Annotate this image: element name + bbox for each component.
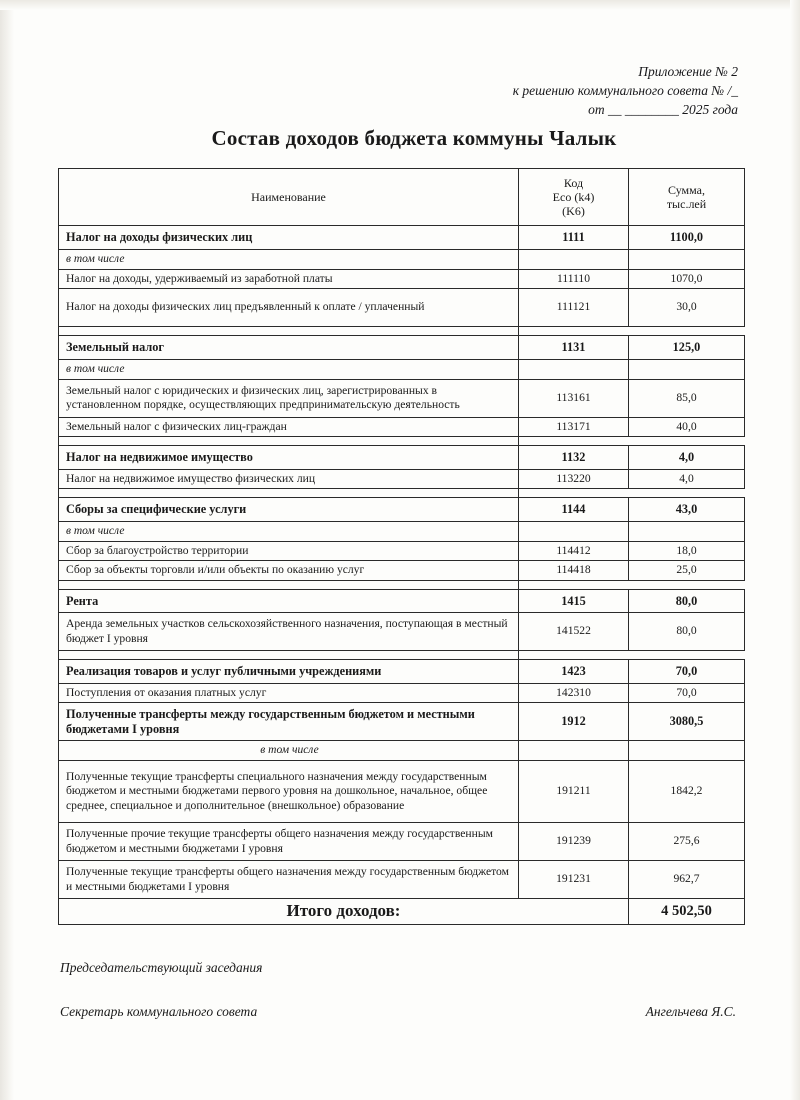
spacer-cell [519,327,629,336]
row-name: Налог на доходы, удерживаемый из заработной платы [59,269,519,289]
row-sum: 70,0 [629,660,745,684]
row-sum: 1070,0 [629,269,745,289]
row-code: 1415 [519,589,629,613]
row-name: Сбор за благоустройство территории [59,541,519,561]
table-row [59,561,745,581]
row-name: Полученные прочие текущие трансферты общего назначения между государственным бюджетом и местными бюджетами I уровня [59,823,519,861]
row-code: 111110 [519,269,629,289]
row-sum: 43,0 [629,498,745,522]
row-name: Земельный налог [59,336,519,360]
row-name: Реализация товаров и услуг публичными учреждениями [59,660,519,684]
spacer-cell [629,327,745,336]
row-sum: 275,6 [629,823,745,861]
table-row [59,521,745,541]
row-sum: 1842,2 [629,761,745,823]
row-sum: 30,0 [629,289,745,327]
spacer-cell [519,437,629,446]
code-head-line2: Eco (k4) [552,190,595,204]
table-row [59,446,745,470]
row-code: 111121 [519,289,629,327]
row-code: 191211 [519,761,629,823]
table-row [59,359,745,379]
row-name: Земельный налог с юридических и физических лиц, зарегистрированных в установленном порядке, осуществляющих предпринимательскую деятельность [59,379,519,417]
table-row [59,417,745,437]
signature-chair-label: Председательствующий заседания [60,960,263,975]
row-code: 1144 [519,498,629,522]
table-row [59,269,745,289]
appendix-decision: к решению коммунального совета № /_ [512,83,738,98]
table-spacer [59,580,745,589]
row-name: Земельный налог с физических лиц-граждан [59,417,519,437]
table-row [59,469,745,489]
row-sum: 125,0 [629,336,745,360]
row-sum: 80,0 [629,613,745,651]
row-name: Сборы за специфические услуги [59,498,519,522]
spacer-cell [59,327,519,336]
row-name: Полученные текущие трансферты общего назначения между государственным бюджетом и местными бюджетами I уровня [59,861,519,899]
row-name: Налог на недвижимое имущество [59,446,519,470]
row-sum [629,521,745,541]
table-row [59,683,745,703]
spacer-cell [59,489,519,498]
row-name: Сбор за объекты торговли и/или объекты по оказанию услуг [59,561,519,581]
table-row [59,761,745,823]
table-row [59,741,745,761]
row-code: 1111 [519,226,629,250]
row-code: 113220 [519,469,629,489]
row-name: Аренда земельных участков сельскохозяйственного назначения, поступающая в местный бюджет I уровня [59,613,519,651]
table-row [59,498,745,522]
page-title: Состав доходов бюджета коммуны Чалык [211,126,617,150]
row-code: 191239 [519,823,629,861]
table-body [59,226,745,925]
row-code [519,249,629,269]
row-sum [629,249,745,269]
scan-edge-top [0,0,800,10]
row-name: в том числе [59,359,519,379]
row-name: в том числе [59,521,519,541]
table-row [59,379,745,417]
table-row [59,660,745,684]
spacer-cell [59,580,519,589]
row-sum: 70,0 [629,683,745,703]
total-label: Итого доходов: [59,899,629,925]
appendix-number: Приложение № 2 [638,64,738,79]
spacer-cell [59,437,519,446]
row-sum: 4,0 [629,446,745,470]
table-row [59,226,745,250]
table-row [59,336,745,360]
table-row [59,861,745,899]
row-name: Полученные трансферты между государственным бюджетом и местными бюджетами I уровня [59,703,519,741]
row-name: в том числе [59,249,519,269]
spacer-cell [59,651,519,660]
code-head-line3: (K6) [562,204,585,218]
row-name: Налог на доходы физических лиц предъявленный к оплате / уплаченный [59,289,519,327]
signature-block [60,960,750,1048]
row-sum: 25,0 [629,561,745,581]
column-header-code [519,169,629,226]
spacer-cell [519,489,629,498]
row-code: 1423 [519,660,629,684]
row-sum: 4,0 [629,469,745,489]
spacer-cell [629,580,745,589]
signature-secretary-label: Секретарь коммунального совета [60,1004,258,1019]
spacer-cell [519,651,629,660]
spacer-cell [629,651,745,660]
signature-secretary-name: Ангельчева Я.С. [645,1004,736,1019]
total-sum: 4 502,50 [629,899,745,925]
spacer-cell [629,437,745,446]
row-name: Налог на недвижимое имущество физических лиц [59,469,519,489]
row-code [519,359,629,379]
spacer-cell [519,580,629,589]
sum-head-line1: Сумма, [668,182,705,197]
appendix-date: от __ ________ 2025 года [588,102,738,117]
table-spacer [59,489,745,498]
table-row [59,289,745,327]
table-header [59,169,745,226]
row-code: 113171 [519,417,629,437]
appendix-header [513,62,738,119]
spacer-cell [629,489,745,498]
row-code: 114418 [519,561,629,581]
signature-chair-row [60,960,750,1004]
signature-secretary-row [60,1004,750,1048]
row-name: Рента [59,589,519,613]
column-header-name: Наименование [59,169,519,226]
table-row [59,589,745,613]
budget-revenue-table [58,168,745,925]
column-header-sum [629,169,745,226]
table-spacer [59,651,745,660]
row-name: Полученные текущие трансферты специального назначения между государственным бюджетом и местными бюджетами первого уровня на дошкольное, начальное, общее среднее, специальное и дополнительное (внешкольное) образование [59,761,519,823]
row-sum: 1100,0 [629,226,745,250]
row-code: 1132 [519,446,629,470]
row-sum: 3080,5 [629,703,745,741]
row-name: Поступления от оказания платных услуг [59,683,519,703]
scan-edge-left [0,0,14,1100]
sum-head-line2: тыс.лей [666,197,707,211]
table-total-row [59,899,745,925]
row-code [519,741,629,761]
row-sum [629,741,745,761]
scan-edge-right [790,0,800,1100]
row-sum: 18,0 [629,541,745,561]
row-code: 1912 [519,703,629,741]
table-spacer [59,437,745,446]
code-head-line1: Код [563,176,584,190]
table-row [59,249,745,269]
row-name: в том числе [59,741,519,761]
row-sum: 85,0 [629,379,745,417]
table-row [59,703,745,741]
row-code: 141522 [519,613,629,651]
row-code: 114412 [519,541,629,561]
row-code: 113161 [519,379,629,417]
row-code [519,521,629,541]
row-sum: 80,0 [629,589,745,613]
row-code: 142310 [519,683,629,703]
row-name: Налог на доходы физических лиц [59,226,519,250]
row-sum: 40,0 [629,417,745,437]
row-code: 191231 [519,861,629,899]
row-sum [629,359,745,379]
table-spacer [59,327,745,336]
table-row [59,823,745,861]
row-code: 1131 [519,336,629,360]
row-sum: 962,7 [629,861,745,899]
table-row [59,613,745,651]
table-row [59,541,745,561]
